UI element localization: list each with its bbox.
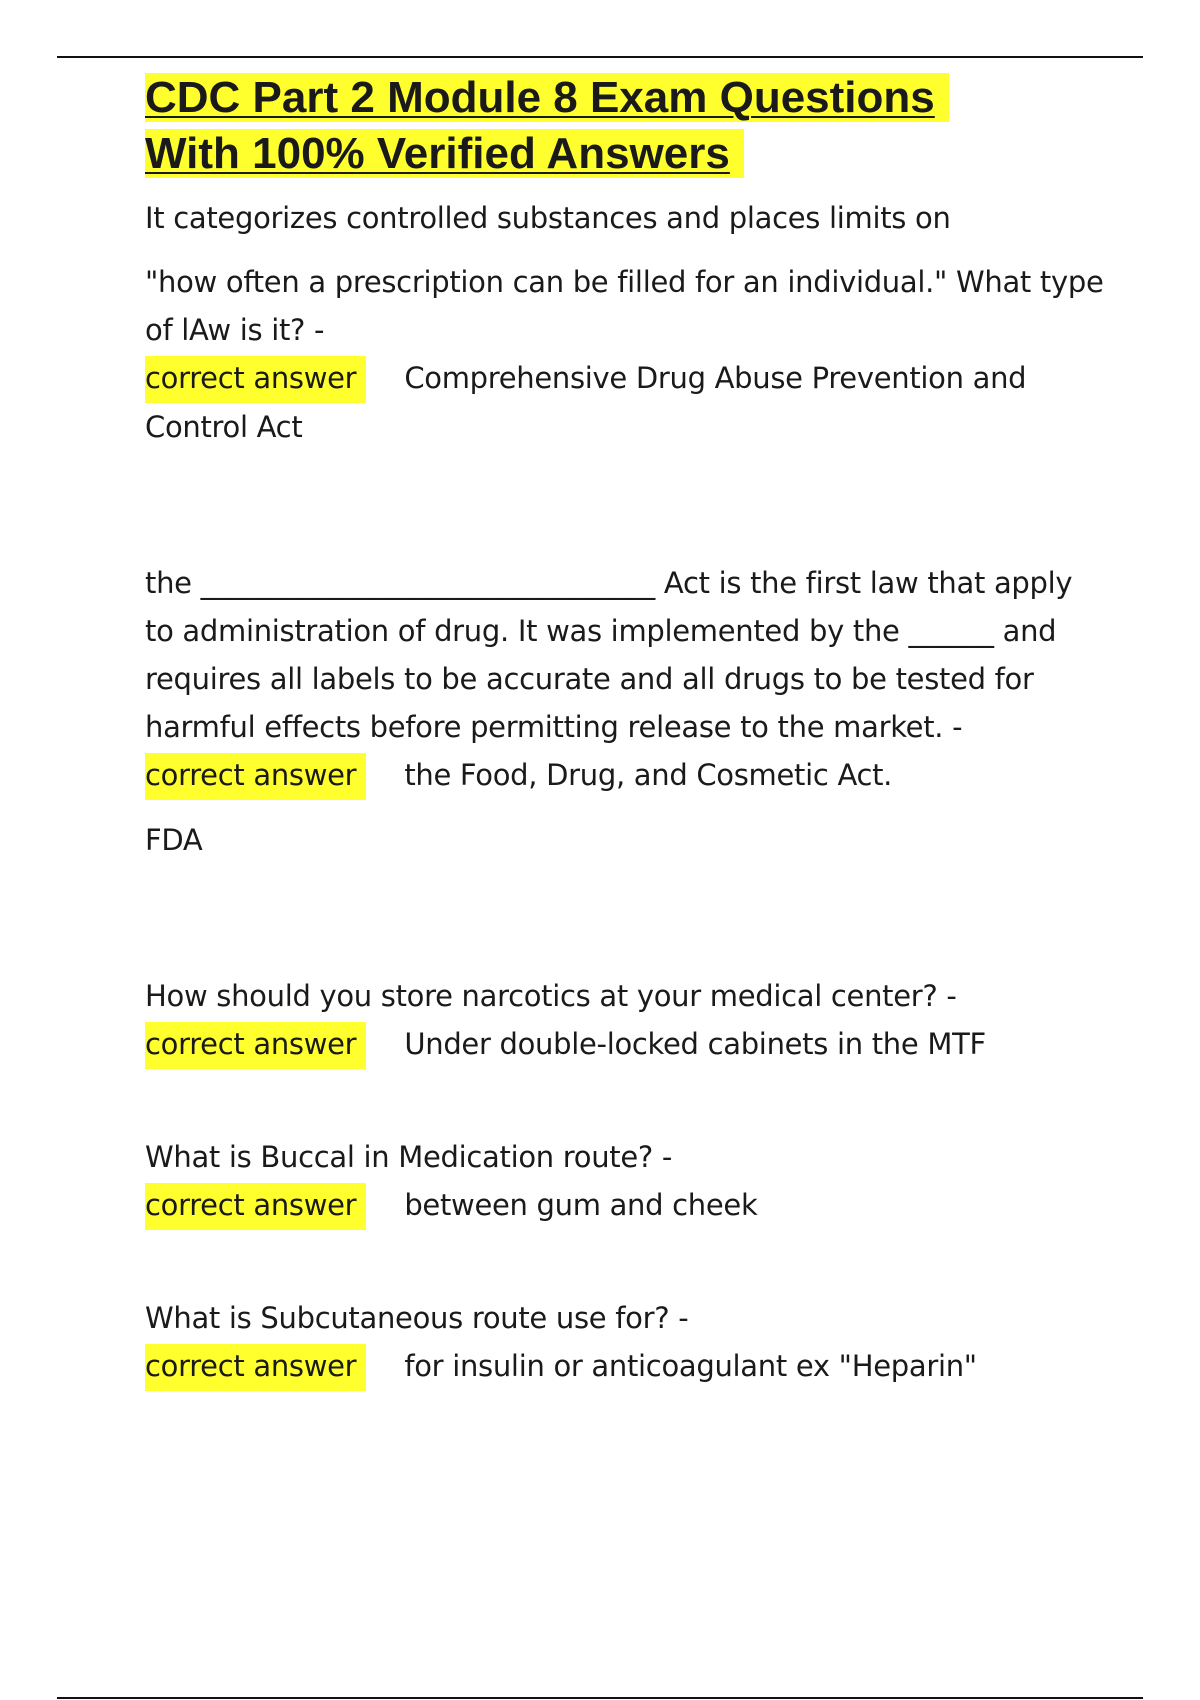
qa-item-1 — [145, 194, 1105, 451]
answer-1-continued: Control Act — [145, 410, 303, 444]
answer-3-text: Under double-locked cabinets in the MTF — [404, 1027, 986, 1061]
qa-item-5 — [145, 1294, 1105, 1391]
answer-label-highlight: correct answer — [145, 1022, 366, 1069]
question-4: What is Buccal in Medication route? - — [145, 1140, 673, 1174]
top-rule — [57, 56, 1143, 58]
question-1-line-2: "how often a prescription can be filled for an individual." What type of lAw is it? - — [145, 265, 1104, 347]
question-2: the ________________________________ Act is the first law that apply to administration of drug. It was implemented by the ______ and requires all labels to be accurate and all drugs to be tested for harmful effects before permitting release to the market. - — [145, 566, 1073, 744]
qa-item-2 — [145, 559, 1105, 864]
answer-5-text: for insulin or anticoagulant ex "Heparin" — [404, 1349, 977, 1383]
qa-item-4 — [145, 1133, 1105, 1230]
question-1-line-1: It categorizes controlled substances and places limits on — [145, 201, 951, 235]
answer-1-text: Comprehensive Drug Abuse Prevention and — [404, 361, 1027, 395]
question-5: What is Subcutaneous route use for? - — [145, 1301, 689, 1335]
answer-1 — [145, 354, 1105, 403]
question-3: How should you store narcotics at your medical center? - — [145, 979, 957, 1013]
document-title — [145, 70, 1105, 182]
answer-2-extra: FDA — [145, 823, 203, 857]
document-body — [145, 70, 1105, 1391]
bottom-rule — [57, 1697, 1143, 1699]
answer-label-highlight: correct answer — [145, 1344, 366, 1391]
answer-4-text: between gum and cheek — [404, 1188, 758, 1222]
qa-item-3 — [145, 972, 1105, 1069]
answer-2 — [145, 751, 1105, 800]
answer-2-text: the Food, Drug, and Cosmetic Act. — [404, 758, 893, 792]
answer-label-highlight: correct answer — [145, 1183, 366, 1230]
title-line-2: With 100% Verified Answers — [145, 129, 744, 178]
title-line-1: CDC Part 2 Module 8 Exam Questions — [145, 73, 949, 122]
answer-5 — [145, 1342, 1105, 1391]
answer-3 — [145, 1020, 1105, 1069]
answer-4 — [145, 1181, 1105, 1230]
answer-label-highlight: correct answer — [145, 753, 366, 800]
answer-label-highlight: correct answer — [145, 356, 366, 403]
